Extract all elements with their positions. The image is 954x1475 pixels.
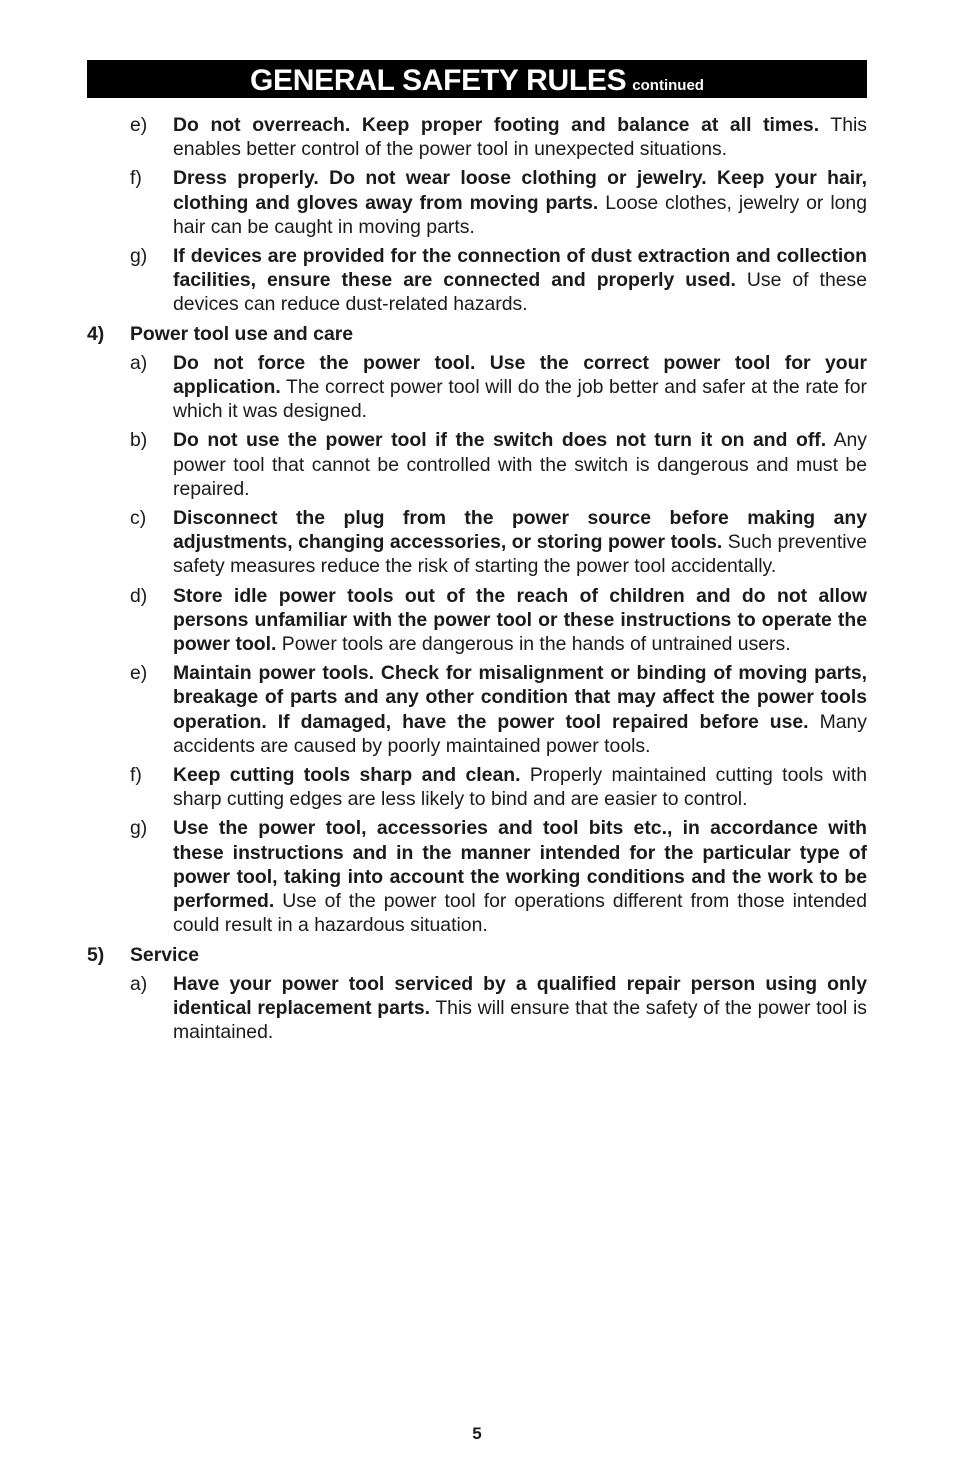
rule-bold-text: Disconnect the plug from the power source before making any adjustments, changing accessories, or storing power tools. [173,507,867,554]
rule-letter: c) [130,507,147,530]
rule-text: The correct power tool will do the job better and safer at the rate for which it was designed. [173,376,867,423]
rule-bold-text: If devices are provided for the connection of dust extraction and collection facilities, ensure these are connected and properly used. [173,245,867,292]
rule-bold-text: Have your power tool serviced by a qualified repair person using only identical replacement parts. [173,972,867,1019]
rule-item [87,661,867,758]
rule-letter: f) [130,167,142,190]
section-title: Service [130,943,200,966]
page-title: GENERAL SAFETY RULES [250,64,627,97]
rule-letter: a) [130,972,148,995]
rule-text: Use of these devices can reduce dust-related hazards. [173,269,867,316]
rules-content [87,113,867,1049]
rule-item [87,244,867,317]
rule-item [87,351,867,424]
rule-bold-text: Keep cutting tools sharp and clean. [173,764,521,787]
rule-bold-text: Store idle power tools out of the reach of children and do not allow persons unfamiliar with the power tool or these instructions to operate the power tool. [173,584,867,656]
rule-letter: e) [130,114,148,136]
section-number: 5) [87,943,105,966]
page-number: 5 [472,1424,482,1443]
rule-letter: b) [130,429,148,452]
rule-bold-text: Maintain power tools. Check for misalignment or binding of moving parts, breakage of parts and any other condition that may affect the power tools operation. If damaged, have the power tool repaired before use. [173,662,867,733]
rule-bold-text: Use the power tool, accessories and tool bits etc., in accordance with these instructions and in the manner intended for the particular type of power tool, taking into account the working conditions and the work to be performed. [173,817,867,913]
rule-item [87,113,867,161]
rule-text: This enables better control of the power tool in unexpected situations. [173,114,867,161]
rule-item [87,506,867,579]
section-number: 4) [87,322,105,345]
rule-item [87,763,867,811]
rule-letter: g) [130,245,148,268]
rule-letter: f) [130,764,142,787]
rule-text: Many accidents are caused by poorly maintained power tools. [173,710,867,757]
section-header-bar [87,60,867,98]
rule-item [87,816,867,937]
rule-text: Power tools are dangerous in the hands of untrained users. [276,633,791,656]
rule-text: Any power tool that cannot be controlled with the switch is dangerous and must be repaired. [173,429,867,500]
rule-bold-text: Do not force the power tool. Use the correct power tool for your application. [173,351,867,399]
section-heading-service [87,943,867,967]
rule-text: Such preventive safety measures reduce the risk of starting the power tool accidentally. [173,531,867,578]
rule-letter: g) [130,817,148,840]
rule-item [87,972,867,1045]
rule-text: Use of the power tool for operations different from those intended could result in a hazardous situation. [173,890,867,937]
rule-letter: a) [130,351,148,374]
rule-bold-text: Dress properly. Do not wear loose clothing or jewelry. Keep your hair, clothing and gloves away from moving parts. [173,167,867,214]
rule-text: This will ensure that the safety of the power tool is maintained. [173,996,868,1044]
rule-text: Properly maintained cutting tools with sharp cutting edges are less likely to bind and are easier to control. [173,764,867,811]
rule-bold-text: Do not overreach. Keep proper footing and balance at all times. [173,114,820,136]
section-heading-power-tool-use [87,322,867,346]
rule-letter: d) [130,584,148,607]
rule-bold-text: Do not use the power tool if the switch does not turn it on and off. [173,429,827,452]
page-subtitle: continued [632,77,704,94]
section-title: Power tool use and care [130,322,354,345]
rule-item [87,584,867,657]
rule-letter: e) [130,662,148,685]
rule-item [87,428,867,501]
rule-item [87,166,867,239]
rule-text: Loose clothes, jewelry or long hair can be caught in moving parts. [173,191,867,238]
